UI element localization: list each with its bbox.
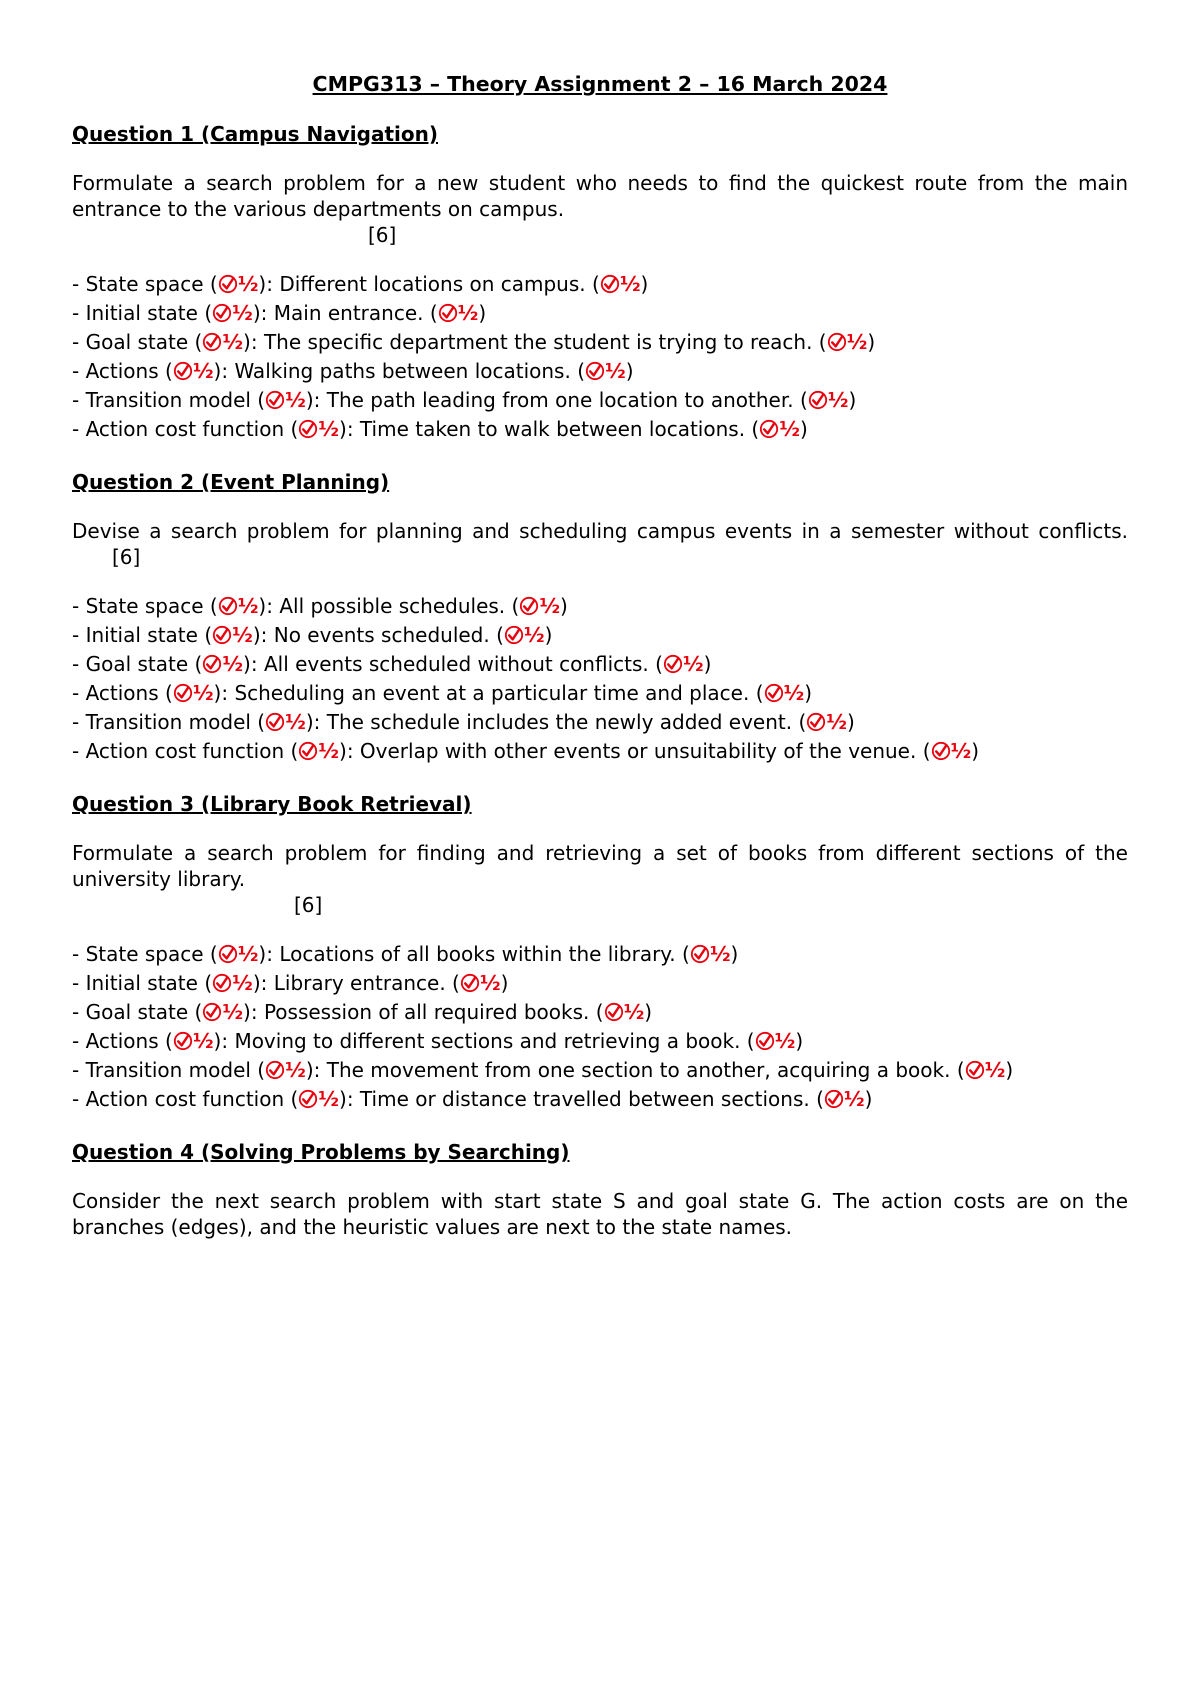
answer-list [72, 592, 1128, 766]
answer-label: State space [85, 272, 204, 296]
answer-text: The path leading from one location to another. [326, 388, 794, 412]
half-mark-value: ½ [237, 272, 259, 296]
question-marks: [6] [294, 893, 323, 917]
answer-label: Goal state [85, 330, 189, 354]
tick-mark-icon [298, 1089, 318, 1109]
answer-item: - Initial state ( ½): Library entrance. ( ½) [72, 971, 509, 995]
answer-item: - State space ( ½): Different locations on campus. ( ½) [72, 272, 649, 296]
question-1 [72, 120, 1128, 444]
half-mark: ( ½) [257, 710, 314, 734]
half-mark-value: ½ [237, 942, 259, 966]
half-mark: ( ½) [209, 942, 267, 966]
answer-text: The schedule includes the newly added event. [326, 710, 793, 734]
answer-list [72, 940, 1128, 1114]
answer-label: State space [85, 594, 204, 618]
half-mark: ( ½) [209, 272, 267, 296]
tick-mark-icon [600, 274, 620, 294]
half-mark-value: ½ [843, 1087, 865, 1111]
answer-text: Overlap with other events or unsuitability of the venue. [359, 739, 917, 763]
question-prompt: Devise a search problem for planning and scheduling campus events in a semester without conflicts. [72, 519, 1128, 543]
answer-label: Initial state [85, 971, 198, 995]
answer-text: The specific department the student is trying to reach. [263, 330, 813, 354]
question-2 [72, 468, 1128, 766]
answer-label: Initial state [85, 301, 198, 325]
half-mark-value: ½ [285, 1058, 306, 1082]
half-mark-value: ½ [318, 417, 339, 441]
half-mark: ( ½) [204, 623, 261, 647]
answer-text: No events scheduled. [273, 623, 490, 647]
tick-mark-icon [218, 944, 238, 964]
answer-item: - Actions ( ½): Walking paths between locations. ( ½) [72, 359, 634, 383]
half-mark: ( ½) [496, 623, 553, 647]
answer-text: Possession of all required books. [263, 1000, 590, 1024]
tick-mark-icon [173, 683, 193, 703]
half-mark: ( ½) [194, 652, 251, 676]
half-mark: ( ½) [511, 594, 568, 618]
half-mark-value: ½ [222, 330, 244, 354]
answer-item: - Goal state ( ½): Possession of all required books. ( ½) [72, 1000, 653, 1024]
half-mark-value: ½ [827, 388, 849, 412]
half-mark-value: ½ [779, 417, 800, 441]
tick-mark-icon [212, 303, 232, 323]
tick-mark-icon [764, 683, 784, 703]
answer-item: - Action cost function ( ½): Overlap with other events or unsuitability of the venue. ( ½) [72, 739, 980, 763]
half-mark: ( ½) [592, 272, 649, 296]
tick-mark-icon [827, 332, 847, 352]
question-prompt: Consider the next search problem with start state S and goal state G. The action costs are on the branches (edges), and the heuristic values are next to the state names. [72, 1189, 1128, 1239]
answer-label: Goal state [85, 1000, 189, 1024]
tick-mark-icon [585, 361, 605, 381]
half-mark: ( ½) [577, 359, 634, 383]
answer-label: Action cost function [85, 1087, 285, 1111]
half-mark-value: ½ [222, 652, 244, 676]
answer-label: Transition model [85, 1058, 251, 1082]
half-mark: ( ½) [682, 942, 739, 966]
half-mark-value: ½ [984, 1058, 1006, 1082]
half-mark: ( ½) [257, 388, 314, 412]
answer-label: Actions [85, 681, 159, 705]
question-marks: [6] [112, 545, 141, 569]
question-3 [72, 790, 1128, 1114]
half-mark: ( ½) [290, 739, 347, 763]
half-mark: ( ½) [209, 594, 267, 618]
half-mark: ( ½) [429, 301, 487, 325]
question-heading: Question 3 (Library Book Retrieval) [72, 792, 472, 816]
tick-mark-icon [212, 625, 232, 645]
tick-mark-icon [173, 1031, 193, 1051]
tick-mark-icon [438, 303, 458, 323]
tick-mark-icon [265, 390, 285, 410]
half-mark-value: ½ [192, 681, 214, 705]
answer-text: The movement from one section to another, acquiring a book. [326, 1058, 951, 1082]
tick-mark-icon [298, 741, 318, 761]
tick-mark-icon [604, 1002, 624, 1022]
half-mark: ( ½) [165, 1029, 222, 1053]
answer-list [72, 270, 1128, 444]
tick-mark-icon [202, 332, 222, 352]
answer-text: Time taken to walk between locations. [359, 417, 746, 441]
half-mark: ( ½) [204, 301, 261, 325]
half-mark-value: ½ [479, 971, 501, 995]
tick-mark-icon [218, 274, 238, 294]
tick-mark-icon [806, 712, 826, 732]
half-mark-value: ½ [232, 971, 253, 995]
half-mark: ( ½) [655, 652, 712, 676]
tick-mark-icon [460, 973, 480, 993]
tick-mark-icon [759, 419, 779, 439]
half-mark: ( ½) [751, 417, 808, 441]
answer-item: - Action cost function ( ½): Time taken to walk between locations. ( ½) [72, 417, 808, 441]
answer-text: All events scheduled without conflicts. [263, 652, 649, 676]
half-mark-value: ½ [285, 710, 306, 734]
half-mark-value: ½ [457, 301, 479, 325]
question-heading: Question 2 (Event Planning) [72, 470, 390, 494]
half-mark-value: ½ [709, 942, 731, 966]
question-prompt: Formulate a search problem for a new student who needs to find the quickest route from the main entrance to the various departments on campus. [72, 171, 1128, 221]
answer-label: Transition model [85, 388, 251, 412]
tick-mark-icon [202, 1002, 222, 1022]
half-mark: ( ½) [257, 1058, 314, 1082]
answer-label: Transition model [85, 710, 251, 734]
answer-label: Action cost function [85, 739, 285, 763]
answer-text: Library entrance. [273, 971, 446, 995]
tick-mark-icon [212, 973, 232, 993]
half-mark-value: ½ [774, 1029, 796, 1053]
answer-item: - Actions ( ½): Scheduling an event at a particular time and place. ( ½) [72, 681, 813, 705]
answer-text: Different locations on campus. [279, 272, 586, 296]
answer-label: Actions [85, 359, 159, 383]
question-heading: Question 1 (Campus Navigation) [72, 122, 438, 146]
half-mark-value: ½ [950, 739, 972, 763]
half-mark: ( ½) [194, 330, 251, 354]
half-mark: ( ½) [956, 1058, 1014, 1082]
half-mark: ( ½) [165, 681, 222, 705]
answer-item: - State space ( ½): All possible schedules. ( ½) [72, 594, 568, 618]
half-mark-value: ½ [192, 1029, 214, 1053]
answer-label: Action cost function [85, 417, 285, 441]
tick-mark-icon [265, 1060, 285, 1080]
answer-item: - Action cost function ( ½): Time or distance travelled between sections. ( ½) [72, 1087, 873, 1111]
answer-text: All possible schedules. [279, 594, 506, 618]
half-mark-value: ½ [318, 739, 339, 763]
half-mark-value: ½ [237, 594, 259, 618]
half-mark: ( ½) [290, 417, 347, 441]
half-mark-value: ½ [783, 681, 805, 705]
half-mark-value: ½ [539, 594, 561, 618]
half-mark: ( ½) [165, 359, 222, 383]
tick-mark-icon [504, 625, 524, 645]
tick-mark-icon [218, 596, 238, 616]
question-heading: Question 4 (Solving Problems by Searching) [72, 1140, 570, 1164]
half-mark: ( ½) [204, 971, 261, 995]
half-mark-value: ½ [619, 272, 641, 296]
half-mark: ( ½) [290, 1087, 347, 1111]
half-mark-value: ½ [232, 301, 253, 325]
half-mark-value: ½ [222, 1000, 244, 1024]
answer-item: - Transition model ( ½): The schedule includes the newly added event. ( ½) [72, 710, 855, 734]
tick-mark-icon [298, 419, 318, 439]
half-mark: ( ½) [799, 388, 857, 412]
tick-mark-icon [519, 596, 539, 616]
half-mark: ( ½) [816, 1087, 873, 1111]
question-prompt: Formulate a search problem for finding and retrieving a set of books from different sections of the university library. [72, 841, 1128, 891]
tick-mark-icon [755, 1031, 775, 1051]
answer-text: Main entrance. [273, 301, 424, 325]
half-mark: ( ½) [452, 971, 509, 995]
half-mark-value: ½ [826, 710, 847, 734]
answer-item: - Goal state ( ½): All events scheduled without conflicts. ( ½) [72, 652, 712, 676]
half-mark-value: ½ [232, 623, 253, 647]
half-mark: ( ½) [746, 1029, 804, 1053]
answer-label: Goal state [85, 652, 189, 676]
tick-mark-icon [931, 741, 951, 761]
question-4 [72, 1138, 1128, 1240]
answer-item: - Initial state ( ½): Main entrance. ( ½) [72, 301, 487, 325]
answer-item: - Transition model ( ½): The movement from one section to another, acquiring a book. ( ½) [72, 1058, 1014, 1082]
answer-text: Scheduling an event at a particular time and place. [234, 681, 750, 705]
document-title: CMPG313 – Theory Assignment 2 – 16 March 2024 [312, 72, 888, 96]
answer-label: State space [85, 942, 204, 966]
half-mark-value: ½ [523, 623, 545, 647]
answer-item: - Goal state ( ½): The specific department the student is trying to reach. ( ½) [72, 330, 876, 354]
half-mark: ( ½) [818, 330, 876, 354]
answer-item: - Transition model ( ½): The path leading from one location to another. ( ½) [72, 388, 857, 412]
tick-mark-icon [663, 654, 683, 674]
tick-mark-icon [690, 944, 710, 964]
answer-item: - State space ( ½): Locations of all books within the library. ( ½) [72, 942, 739, 966]
half-mark-value: ½ [192, 359, 214, 383]
answer-item: - Actions ( ½): Moving to different sections and retrieving a book. ( ½) [72, 1029, 804, 1053]
tick-mark-icon [173, 361, 193, 381]
half-mark: ( ½) [798, 710, 855, 734]
half-mark-value: ½ [623, 1000, 645, 1024]
answer-item: - Initial state ( ½): No events scheduled. ( ½) [72, 623, 553, 647]
tick-mark-icon [824, 1089, 844, 1109]
answer-text: Locations of all books within the library. [279, 942, 676, 966]
half-mark-value: ½ [318, 1087, 339, 1111]
answer-label: Actions [85, 1029, 159, 1053]
half-mark: ( ½) [595, 1000, 653, 1024]
half-mark-value: ½ [846, 330, 868, 354]
half-mark-value: ½ [285, 388, 306, 412]
answer-label: Initial state [85, 623, 198, 647]
half-mark-value: ½ [682, 652, 704, 676]
half-mark: ( ½) [194, 1000, 251, 1024]
document-page [72, 70, 1128, 1240]
half-mark: ( ½) [922, 739, 980, 763]
question-marks: [6] [368, 223, 397, 247]
tick-mark-icon [202, 654, 222, 674]
answer-text: Moving to different sections and retrieving a book. [234, 1029, 741, 1053]
tick-mark-icon [808, 390, 828, 410]
half-mark-value: ½ [605, 359, 626, 383]
answer-text: Time or distance travelled between sections. [359, 1087, 810, 1111]
half-mark: ( ½) [755, 681, 813, 705]
tick-mark-icon [265, 712, 285, 732]
answer-text: Walking paths between locations. [234, 359, 571, 383]
tick-mark-icon [965, 1060, 985, 1080]
